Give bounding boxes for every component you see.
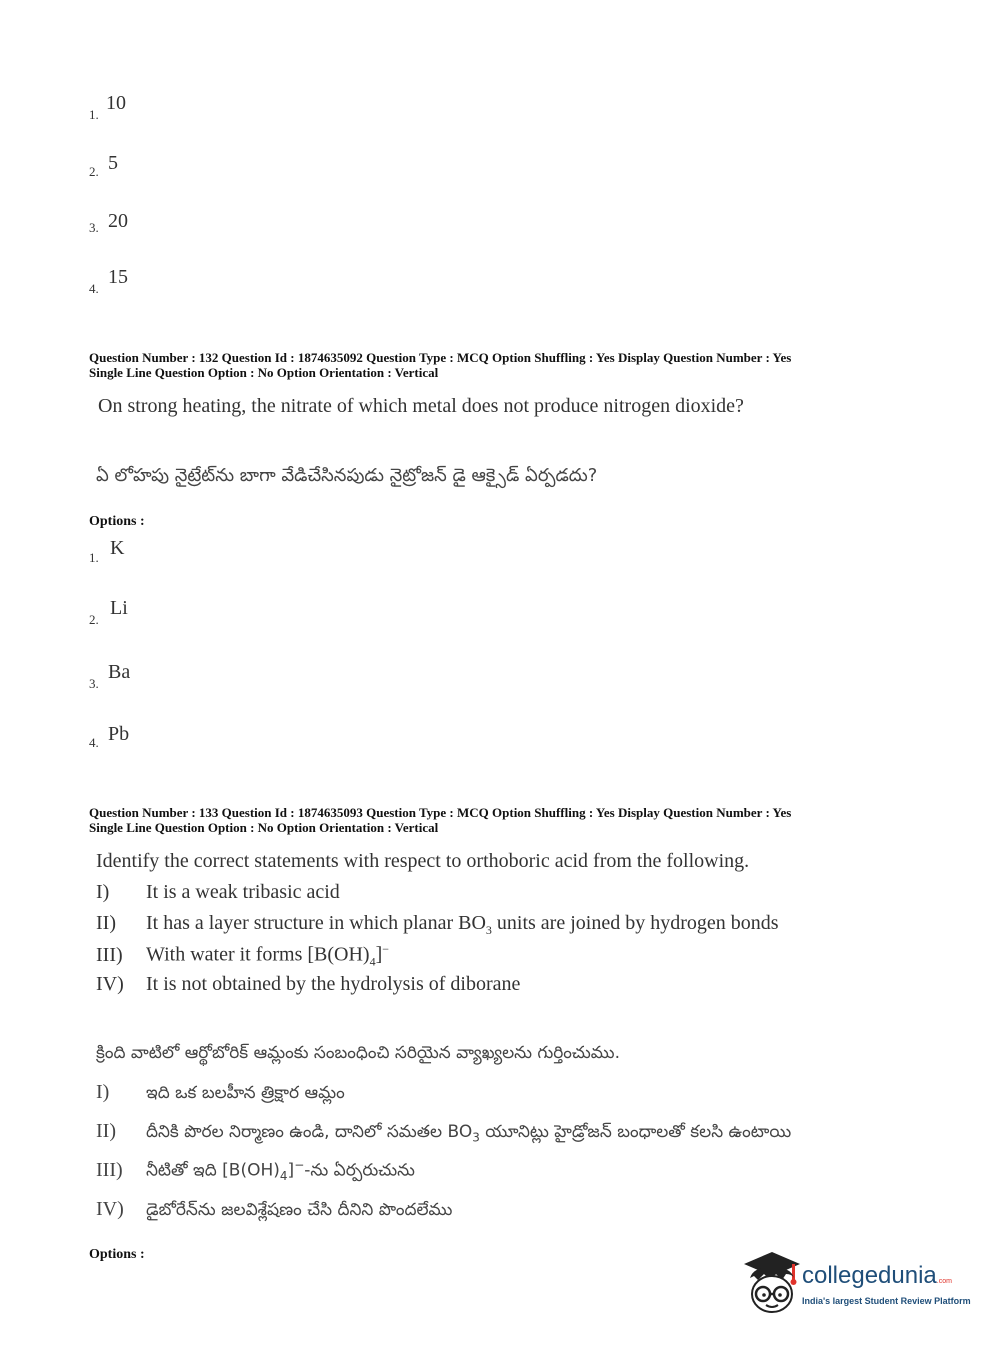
- option-number: 4.: [89, 281, 99, 296]
- statement-roman: II): [96, 912, 116, 934]
- statement-roman: III): [96, 943, 123, 966]
- option-value: Pb: [108, 723, 130, 745]
- option-number: 4.: [89, 735, 99, 750]
- statement-te: [96, 1081, 345, 1107]
- logo-tagline: India's largest Student Review Platform: [802, 1296, 971, 1306]
- superscript: −: [294, 1158, 305, 1172]
- option-value: K: [110, 537, 125, 559]
- option-value: 15: [108, 266, 128, 288]
- statement-text: ]: [287, 1160, 295, 1181]
- statement-text: నీటితో ఇది [B(OH): [146, 1160, 280, 1181]
- question-meta: Single Line Question Option : No Option Orientation : Vertical: [89, 365, 439, 380]
- statement-en: [96, 973, 520, 996]
- statement-text: యూనిట్లు హైడ్రోజన్ బంధాలతో కలసి ఉంటాయి: [479, 1122, 792, 1142]
- option-value: Ba: [108, 661, 131, 683]
- question-text-telugu: క్రింది వాటిలో ఆర్థోబోరిక్ ఆమ్లంకు సంబంధించి సరియైన వ్యాఖ్యలను గుర్తించుము.: [96, 1043, 620, 1063]
- statement-te: [96, 1198, 452, 1224]
- statement-text: It is not obtained by the hydrolysis of diborane: [146, 973, 521, 995]
- question-text-english: Identify the correct statements with respect to orthoboric acid from the following.: [96, 850, 750, 872]
- statement-text: With water it forms [B(OH): [146, 943, 370, 966]
- statement-roman: III): [96, 1158, 123, 1181]
- subscript: 3: [485, 923, 492, 937]
- question-meta: Single Line Question Option : No Option Orientation : Vertical: [89, 820, 439, 835]
- option-number: 3.: [89, 220, 99, 235]
- option-value: 20: [108, 210, 128, 232]
- options-label: Options :: [89, 514, 145, 529]
- statement-text: ]: [375, 943, 383, 966]
- statement-text: units are joined by hydrogen bonds: [491, 912, 779, 934]
- statement-en: [96, 881, 340, 904]
- statement-roman: IV): [96, 973, 124, 995]
- superscript: −: [382, 942, 390, 956]
- statement-te: [96, 1120, 791, 1146]
- logo-dotcom: .com: [936, 1278, 952, 1285]
- option-value: 10: [106, 92, 126, 114]
- question-meta: Question Number : 133 Question Id : 1874635093 Question Type : MCQ Option Shuffling : Yes Display Question Number : Yes: [89, 805, 792, 820]
- option-value: 5: [108, 152, 118, 174]
- logo-name: collegedunia: [802, 1262, 937, 1289]
- subscript: 3: [472, 1130, 480, 1145]
- option-number: 1.: [89, 550, 99, 565]
- statement-roman: I): [96, 881, 110, 903]
- statement-text: ఇది ఒక బలహీన త్రిక్షార ఆమ్లం: [146, 1083, 345, 1103]
- question-text-telugu: ఏ లోహపు నైట్రేట్‌ను బాగా వేడిచేసినపుడు నైట్రోజన్ డై ఆక్సైడ్ ఏర్పడదు?: [96, 465, 598, 486]
- statement-text: It is a weak tribasic acid: [146, 881, 340, 903]
- statement-text: దీనికి పొరల నిర్మాణం ఉండి, దానిలో సమతల BO: [146, 1122, 473, 1142]
- question-meta: Question Number : 132 Question Id : 1874635092 Question Type : MCQ Option Shuffling : Yes Display Question Number : Yes: [89, 350, 792, 365]
- statement-roman: I): [96, 1081, 110, 1103]
- option-number: 3.: [89, 676, 99, 691]
- statement-en: [96, 942, 389, 970]
- mascot-icon: [742, 1250, 802, 1320]
- statement-text: It has a layer structure in which planar BO: [146, 912, 486, 934]
- statement-roman: II): [96, 1120, 116, 1142]
- collegedunia-logo: [742, 1250, 972, 1320]
- question-text-english: On strong heating, the nitrate of which metal does not produce nitrogen dioxide?: [98, 395, 744, 417]
- option-value: Li: [110, 597, 128, 619]
- option-number: 2.: [89, 612, 99, 627]
- options-label: Options :: [89, 1247, 145, 1262]
- statement-en: [96, 912, 779, 938]
- option-number: 2.: [89, 164, 99, 179]
- statement-te: [96, 1158, 415, 1185]
- option-number: 1.: [89, 107, 99, 122]
- statement-roman: IV): [96, 1198, 124, 1220]
- subscript: 4: [279, 1169, 288, 1184]
- subscript: 4: [369, 954, 376, 969]
- statement-text: -ను ఏర్పరుచును: [304, 1160, 415, 1181]
- statement-text: డైబోరేన్‌ను జలవిశ్లేషణం చేసి దీనిని పొందలేము: [146, 1200, 453, 1220]
- logo-wordmark: [802, 1262, 952, 1290]
